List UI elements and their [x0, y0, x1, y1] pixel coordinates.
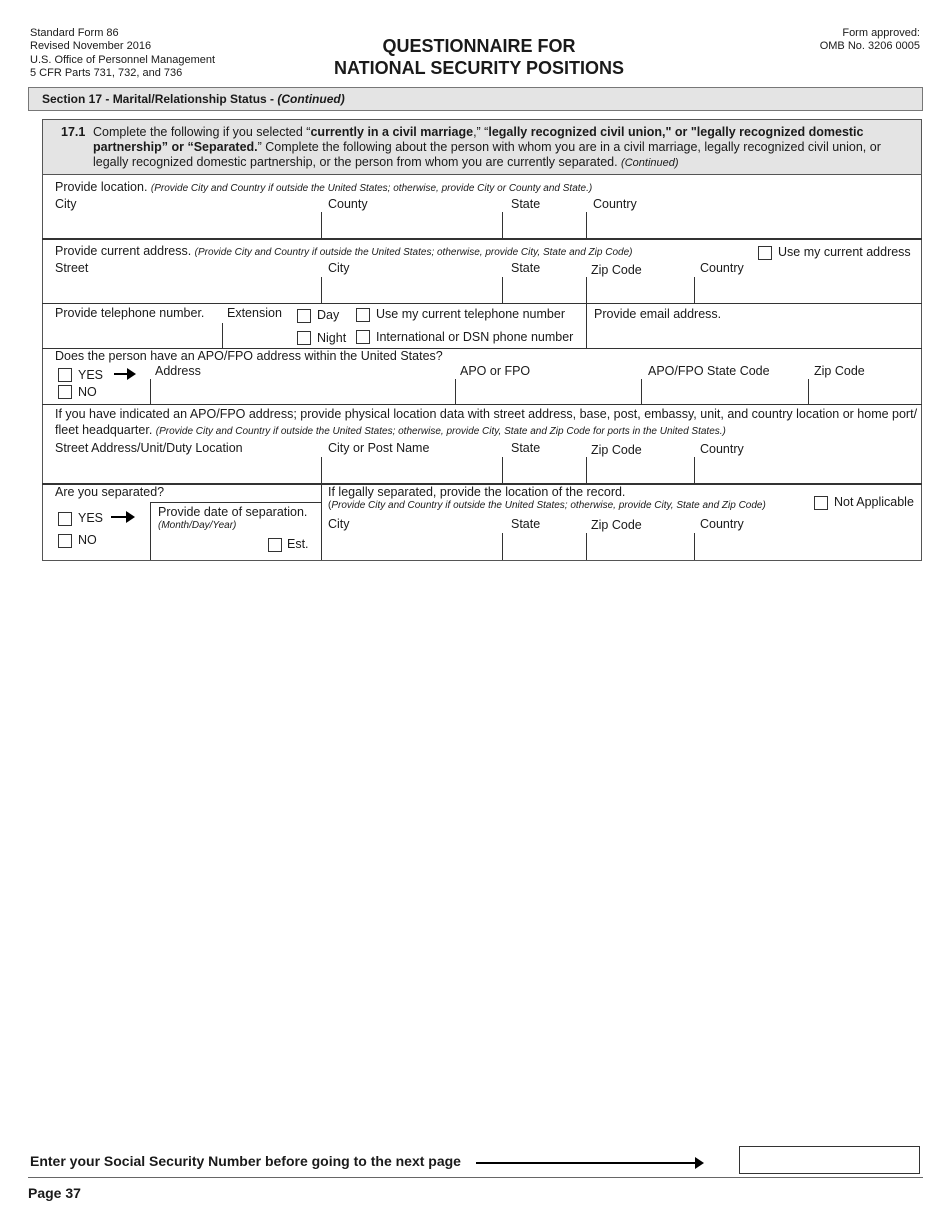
record-state-label: State — [511, 517, 541, 531]
apo-question: Does the person have an APO/FPO address within the United States? — [55, 349, 443, 363]
divider — [586, 457, 587, 483]
form-name: Standard Form 86 — [30, 27, 119, 39]
divider — [321, 277, 322, 303]
physical-country-input[interactable] — [695, 457, 921, 482]
record-location-prompt: If legally separated, provide the location of the record. — [328, 485, 626, 499]
phone-number-input[interactable] — [43, 323, 221, 347]
footer-divider — [28, 1177, 923, 1178]
address-state-input[interactable] — [503, 277, 586, 302]
separated-no-checkbox[interactable] — [58, 534, 72, 548]
physical-city-label: City or Post Name — [328, 441, 430, 455]
form-cfr: 5 CFR Parts 731, 732, and 736 — [30, 66, 183, 79]
separation-date-format: (Month/Day/Year) — [158, 520, 237, 531]
separated-yes-checkbox[interactable] — [58, 512, 72, 526]
apo-zip-label: Zip Code — [814, 364, 865, 378]
apo-fpo-label: APO or FPO — [460, 364, 531, 378]
separation-date-prompt: Provide date of separation. — [158, 505, 308, 519]
record-city-label: City — [328, 517, 350, 531]
divider — [502, 533, 503, 560]
address-country-input[interactable] — [695, 277, 921, 302]
phone-extension-input[interactable] — [223, 323, 293, 347]
email-input[interactable] — [587, 323, 921, 347]
divider — [502, 457, 503, 483]
location-prompt — [55, 180, 592, 194]
divider — [150, 502, 151, 560]
address-zip-input[interactable] — [587, 277, 694, 302]
divider — [694, 457, 695, 483]
question-bold-2: legally recognized civil union," or "legally recognized domestic partnership” or “Separated. — [93, 125, 864, 154]
record-hint-text: Provide City and Country if outside the United States; otherwise, provide City, State and Zip Code) — [331, 500, 766, 511]
question-continued: (Continued) — [621, 157, 679, 169]
email-prompt: Provide email address. — [594, 307, 722, 321]
night-checkbox[interactable] — [297, 331, 311, 345]
separation-date-est-checkbox[interactable] — [268, 538, 282, 552]
divider — [641, 379, 642, 404]
phone-prompt: Provide telephone number. — [55, 306, 205, 320]
physical-city-input[interactable] — [322, 457, 502, 482]
apo-zip-input[interactable] — [809, 379, 921, 403]
question-header — [42, 119, 922, 175]
record-city-input[interactable] — [322, 533, 502, 559]
address-country-label: Country — [700, 261, 744, 275]
address-city-input[interactable] — [322, 277, 502, 302]
row-divider — [42, 303, 922, 304]
form-approval — [820, 27, 920, 54]
divider — [222, 323, 223, 348]
divider — [694, 277, 695, 303]
approval-label: Form approved: — [842, 27, 920, 39]
day-checkbox[interactable] — [297, 309, 311, 323]
not-applicable-label: Not Applicable — [834, 495, 914, 509]
ssn-prompt: Enter your Social Security Number before going to the next page — [30, 1153, 461, 1169]
divider — [150, 502, 321, 503]
apo-address-input[interactable] — [151, 379, 454, 403]
divider — [586, 212, 587, 238]
apo-yes-label: YES — [78, 368, 104, 382]
ssn-input[interactable] — [739, 1146, 920, 1174]
record-hint-open: ( — [328, 500, 332, 511]
physical-street-input[interactable] — [43, 457, 321, 482]
apo-yes-checkbox[interactable] — [58, 368, 72, 382]
separated-yes-label: YES — [78, 511, 104, 525]
day-label: Day — [317, 308, 340, 322]
apo-state-code-label: APO/FPO State Code — [648, 364, 770, 378]
section-title: Section 17 - Marital/Relationship Status - — [42, 92, 278, 106]
apo-fpo-input[interactable] — [456, 379, 640, 403]
physical-state-input[interactable] — [503, 457, 586, 482]
section-continued: (Continued) — [277, 92, 345, 106]
address-street-input[interactable] — [43, 277, 321, 302]
address-prompt-label: Provide current address. — [55, 244, 195, 258]
divider — [321, 457, 322, 483]
arrow-right-icon — [476, 1162, 702, 1164]
address-city-label: City — [328, 261, 350, 275]
physical-hint: (Provide City and Country if outside the United States; otherwise, provide City, State and Zip Code for ports in the United States.) — [155, 426, 726, 437]
page-title — [0, 35, 950, 79]
location-city-label: City — [55, 197, 77, 211]
row-divider — [42, 404, 922, 405]
divider — [694, 533, 695, 560]
night-label: Night — [317, 331, 347, 345]
page-title-line1: QUESTIONNAIRE FOR — [382, 36, 576, 56]
physical-prompt-line1: If you have indicated an APO/FPO address; provide physical location data with street address, base, post, embassy, unit, and country location or home port/ — [55, 407, 918, 421]
separation-date-est-label: Est. — [287, 537, 309, 551]
physical-state-label: State — [511, 441, 541, 455]
page-number: Page 37 — [28, 1185, 81, 1201]
question-text-1: Complete the following if you selected “ — [93, 125, 311, 139]
use-current-phone-checkbox[interactable] — [356, 308, 370, 322]
record-zip-label: Zip Code — [591, 518, 642, 532]
record-state-input[interactable] — [503, 533, 586, 559]
form-agency: U.S. Office of Personnel Management — [30, 53, 216, 66]
location-country-label: Country — [593, 197, 637, 211]
omb-number: OMB No. 3206 0005 — [819, 40, 920, 53]
row-divider — [42, 238, 922, 240]
separated-no-label: NO — [78, 533, 97, 547]
record-country-label: Country — [700, 517, 744, 531]
apo-address-label: Address — [155, 364, 201, 378]
address-hint: (Provide City and Country if outside the United States; otherwise, provide City, State and Zip Code) — [194, 247, 633, 258]
location-city-input[interactable] — [43, 212, 321, 237]
location-hint: (Provide City and Country if outside the United States; otherwise, provide City or County and State.) — [150, 183, 593, 194]
form-revised: Revised November 2016 — [30, 40, 152, 53]
apo-state-code-input[interactable] — [642, 379, 807, 403]
arrow-right-icon — [111, 516, 133, 518]
apo-no-checkbox[interactable] — [58, 385, 72, 399]
not-applicable-checkbox[interactable] — [814, 496, 828, 510]
page-title-line2: NATIONAL SECURITY POSITIONS — [333, 58, 625, 78]
use-current-phone-label: Use my current telephone number — [376, 307, 565, 321]
location-country-input[interactable] — [587, 212, 921, 237]
apo-no-label: NO — [78, 385, 97, 399]
use-current-address-checkbox[interactable] — [758, 246, 772, 260]
question-bold-1: currently in a civil marriage — [310, 125, 474, 139]
location-state-label: State — [511, 197, 541, 211]
divider — [502, 277, 503, 303]
divider — [150, 379, 151, 404]
section-header — [28, 87, 923, 111]
record-location-hint — [328, 500, 766, 511]
physical-street-label: Street Address/Unit/Duty Location — [55, 441, 243, 455]
divider — [586, 277, 587, 303]
physical-prompt-line2 — [55, 423, 726, 437]
address-state-label: State — [511, 261, 541, 275]
location-county-label: County — [328, 197, 368, 211]
physical-prompt-line2-label: fleet headquarter. — [55, 423, 156, 437]
location-state-input[interactable] — [503, 212, 586, 237]
address-zip-label: Zip Code — [591, 263, 642, 277]
separation-date-input[interactable] — [155, 533, 260, 557]
arrow-right-icon — [114, 373, 134, 375]
question-text-3: ” Complete the following about the person with whom you are in a civil marriage, legally recognized civil union, or legally recognized domestic partnership, or the person from whom you are currently separated. — [93, 140, 881, 169]
question-number: 17.1 — [61, 125, 86, 139]
address-street-label: Street — [55, 261, 89, 275]
location-county-input[interactable] — [322, 212, 502, 237]
use-current-address-label: Use my current address — [778, 245, 911, 259]
separated-question: Are you separated? — [55, 485, 165, 499]
physical-zip-input[interactable] — [587, 457, 694, 482]
divider — [502, 212, 503, 238]
international-phone-checkbox[interactable] — [356, 330, 370, 344]
address-prompt — [55, 244, 632, 258]
divider — [586, 533, 587, 560]
divider — [808, 379, 809, 404]
divider — [455, 379, 456, 404]
international-phone-label: International or DSN phone number — [376, 330, 574, 344]
physical-zip-label: Zip Code — [591, 443, 642, 457]
record-country-input[interactable] — [695, 533, 921, 559]
divider — [321, 212, 322, 238]
physical-country-label: Country — [700, 442, 744, 456]
location-prompt-label: Provide location. — [55, 180, 151, 194]
question-text-2: ,” “ — [473, 125, 489, 139]
phone-extension-label: Extension — [227, 306, 282, 320]
record-zip-input[interactable] — [587, 533, 694, 559]
